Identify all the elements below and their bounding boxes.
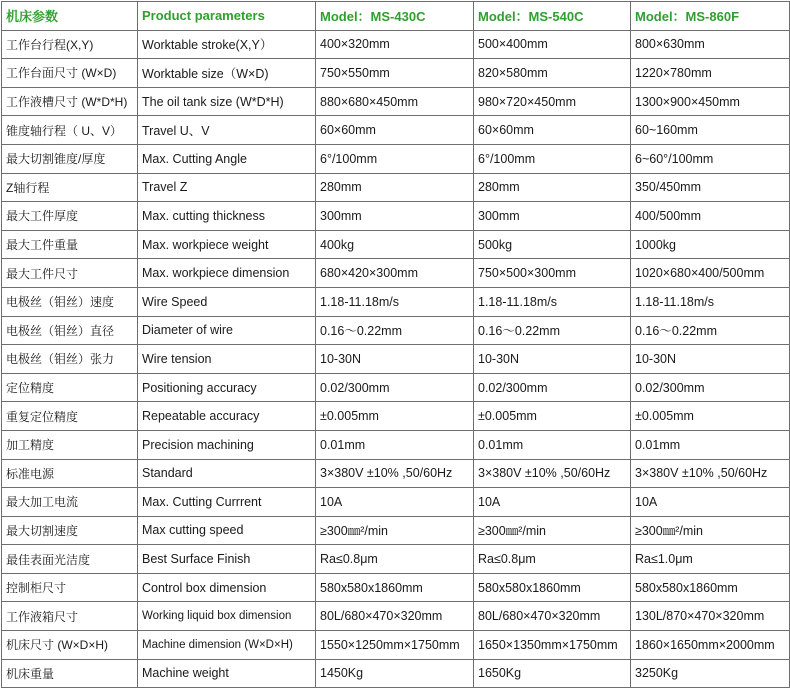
param-en: Diameter of wire [138,316,316,345]
value-ms-860f: 10A [631,488,790,517]
value-ms-430c: 80L/680×470×320mm [316,602,474,631]
header-zh: 机床参数 [2,2,138,31]
value-ms-430c: 10-30N [316,345,474,374]
value-ms-540c: 6°/100mm [474,144,631,173]
header-model-860f: Model：MS-860F [631,2,790,31]
value-ms-540c: ≥300㎜²/min [474,516,631,545]
table-row [2,459,790,488]
value-ms-430c: Ra≤0.8μm [316,545,474,574]
param-zh: 最大工件尺寸 [2,259,138,288]
param-en: Positioning accuracy [138,373,316,402]
table-row [2,602,790,631]
value-ms-860f: 10-30N [631,345,790,374]
param-zh: 工作台行程(X,Y) [2,30,138,59]
param-en: Worktable stroke(X,Y） [138,30,316,59]
table-row [2,144,790,173]
param-en: Working liquid box dimension [138,602,316,631]
value-ms-540c: 1650Kg [474,659,631,688]
value-ms-860f: 580x580x1860mm [631,573,790,602]
param-zh: 最大工件厚度 [2,202,138,231]
table-row [2,516,790,545]
value-ms-860f: 0.02/300mm [631,373,790,402]
header-model-540c: Model：MS-540C [474,2,631,31]
value-ms-540c: 500×400mm [474,30,631,59]
value-ms-430c: 6°/100mm [316,144,474,173]
value-ms-860f: 60~160mm [631,116,790,145]
header-en: Product parameters [138,2,316,31]
value-ms-430c: 280mm [316,173,474,202]
param-en: Travel Z [138,173,316,202]
param-zh: 定位精度 [2,373,138,402]
param-en: Machine dimension (W×D×H) [138,631,316,660]
value-ms-540c: 0.02/300mm [474,373,631,402]
param-en: Repeatable accuracy [138,402,316,431]
value-ms-540c: 280mm [474,173,631,202]
table-row [2,659,790,688]
value-ms-430c: 1550×1250mm×1750mm [316,631,474,660]
param-zh: 最大切割速度 [2,516,138,545]
param-zh: 机床重量 [2,659,138,688]
value-ms-430c: 580x580x1860mm [316,573,474,602]
value-ms-540c: 1.18-11.18m/s [474,287,631,316]
value-ms-860f: 3×380V ±10% ,50/60Hz [631,459,790,488]
value-ms-860f: 350/450mm [631,173,790,202]
value-ms-860f: 400/500mm [631,202,790,231]
value-ms-860f: 1300×900×450mm [631,87,790,116]
value-ms-540c: 10A [474,488,631,517]
param-zh: 加工精度 [2,430,138,459]
value-ms-430c: 880×680×450mm [316,87,474,116]
table-row [2,116,790,145]
value-ms-430c: 10A [316,488,474,517]
table-row [2,259,790,288]
value-ms-540c: 0.01mm [474,430,631,459]
value-ms-860f: 0.16～0.22mm [631,316,790,345]
value-ms-430c: 1450Kg [316,659,474,688]
value-ms-430c: 60×60mm [316,116,474,145]
table-row [2,30,790,59]
value-ms-540c: 80L/680×470×320mm [474,602,631,631]
value-ms-430c: 750×550mm [316,59,474,88]
value-ms-540c: Ra≤0.8μm [474,545,631,574]
table-row [2,545,790,574]
value-ms-540c: 60×60mm [474,116,631,145]
param-en: Max. workpiece weight [138,230,316,259]
param-en: Standard [138,459,316,488]
param-en: Worktable size（W×D) [138,59,316,88]
value-ms-860f: 1000kg [631,230,790,259]
value-ms-860f: 1020×680×400/500mm [631,259,790,288]
param-en: Max cutting speed [138,516,316,545]
header-model-430c: Model：MS-430C [316,2,474,31]
table-row [2,402,790,431]
param-zh: 机床尺寸 (W×D×H) [2,631,138,660]
param-en: Precision machining [138,430,316,459]
param-zh: 最大工件重量 [2,230,138,259]
table-row [2,59,790,88]
param-zh: 标准电源 [2,459,138,488]
value-ms-860f: 6~60°/100mm [631,144,790,173]
spec-table [1,1,790,688]
param-zh: 最大切割锥度/厚度 [2,144,138,173]
table-row [2,345,790,374]
table-row [2,488,790,517]
value-ms-860f: ≥300㎜²/min [631,516,790,545]
table-row [2,373,790,402]
value-ms-430c: 400kg [316,230,474,259]
value-ms-860f: 1220×780mm [631,59,790,88]
param-en: Machine weight [138,659,316,688]
table-row [2,316,790,345]
param-zh: Z轴行程 [2,173,138,202]
table-row [2,287,790,316]
value-ms-540c: 500kg [474,230,631,259]
param-zh: 工作台面尺寸 (W×D) [2,59,138,88]
value-ms-860f: 1860×1650mm×2000mm [631,631,790,660]
param-en: Max. Cutting Currrent [138,488,316,517]
param-en: Max. cutting thickness [138,202,316,231]
value-ms-430c: 680×420×300mm [316,259,474,288]
param-zh: 锥度轴行程（ U、V） [2,116,138,145]
table-body [2,30,790,688]
value-ms-540c: 1650×1350mm×1750mm [474,631,631,660]
value-ms-430c: ≥300㎜²/min [316,516,474,545]
table-row [2,631,790,660]
table-row [2,87,790,116]
value-ms-540c: ±0.005mm [474,402,631,431]
table-row [2,202,790,231]
table-row [2,430,790,459]
header-row [2,2,790,31]
value-ms-430c: 0.02/300mm [316,373,474,402]
value-ms-540c: 0.16～0.22mm [474,316,631,345]
value-ms-540c: 3×380V ±10% ,50/60Hz [474,459,631,488]
value-ms-430c: 300mm [316,202,474,231]
table-row [2,573,790,602]
param-en: Best Surface Finish [138,545,316,574]
param-en: Wire Speed [138,287,316,316]
table-row [2,230,790,259]
value-ms-540c: 300mm [474,202,631,231]
table-header [2,2,790,31]
param-en: The oil tank size (W*D*H) [138,87,316,116]
param-zh: 电极丝（钼丝）直径 [2,316,138,345]
param-zh: 最佳表面光洁度 [2,545,138,574]
value-ms-540c: 980×720×450mm [474,87,631,116]
value-ms-860f: Ra≤1.0μm [631,545,790,574]
value-ms-430c: ±0.005mm [316,402,474,431]
value-ms-540c: 820×580mm [474,59,631,88]
param-en: Max. Cutting Angle [138,144,316,173]
value-ms-540c: 10-30N [474,345,631,374]
value-ms-860f: 3250Kg [631,659,790,688]
param-zh: 最大加工电流 [2,488,138,517]
value-ms-540c: 750×500×300mm [474,259,631,288]
param-zh: 电极丝（钼丝）速度 [2,287,138,316]
value-ms-860f: 130L/870×470×320mm [631,602,790,631]
value-ms-540c: 580x580x1860mm [474,573,631,602]
value-ms-430c: 0.16～0.22mm [316,316,474,345]
param-zh: 工作液箱尺寸 [2,602,138,631]
value-ms-430c: 1.18-11.18m/s [316,287,474,316]
param-en: Max. workpiece dimension [138,259,316,288]
param-en: Control box dimension [138,573,316,602]
value-ms-860f: 0.01mm [631,430,790,459]
value-ms-430c: 400×320mm [316,30,474,59]
param-zh: 电极丝（钼丝）张力 [2,345,138,374]
param-zh: 控制柜尺寸 [2,573,138,602]
value-ms-430c: 0.01mm [316,430,474,459]
table-row [2,173,790,202]
param-zh: 工作液槽尺寸 (W*D*H) [2,87,138,116]
param-zh: 重复定位精度 [2,402,138,431]
value-ms-860f: 800×630mm [631,30,790,59]
value-ms-430c: 3×380V ±10% ,50/60Hz [316,459,474,488]
param-en: Wire tension [138,345,316,374]
param-en: Travel U、V [138,116,316,145]
value-ms-860f: ±0.005mm [631,402,790,431]
value-ms-860f: 1.18-11.18m/s [631,287,790,316]
